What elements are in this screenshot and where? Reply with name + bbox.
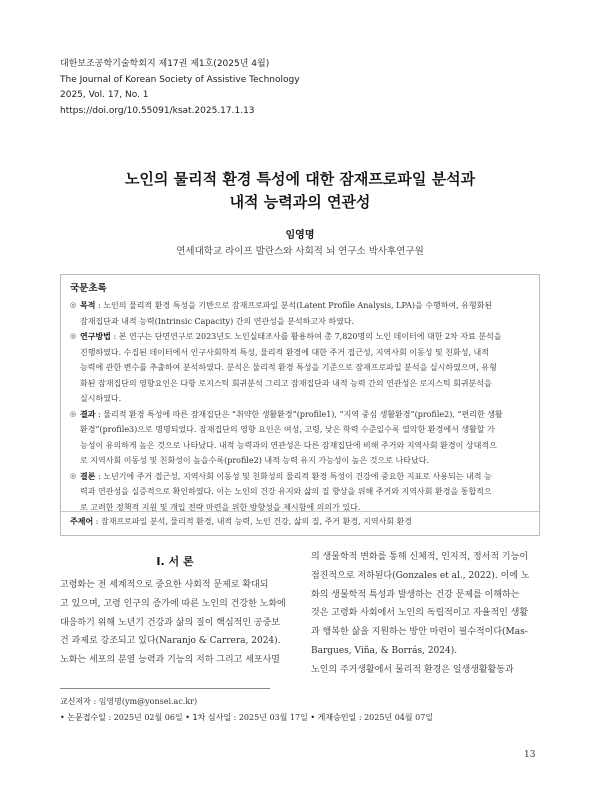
abstract-list bbox=[70, 298, 535, 515]
revised-label: • 1차 심사일 bbox=[185, 713, 232, 722]
journal-volume: 2025, Vol. 17, No. 1 bbox=[60, 90, 149, 100]
body-text-line: Bargues, Viña, & Borrás, 2024). bbox=[311, 645, 458, 656]
abstract-divider bbox=[61, 511, 539, 512]
abstract-item-text: : 노년기에 주거 접근성, 지역사회 이동성 및 친화성의 물리적 환경 특성이 건강에 중요한 지표로 사용되는 내적 능 bbox=[95, 471, 492, 481]
abstract-item-label: 연구방법 bbox=[80, 332, 111, 341]
body-text-line: 점진적으로 저하된다(Gonzales et al., 2022). 이에 노 bbox=[311, 570, 530, 581]
journal-info bbox=[60, 57, 300, 119]
footnote-divider bbox=[60, 688, 270, 689]
page-number: 13 bbox=[524, 750, 536, 760]
accepted-label: • 게재승인일 bbox=[310, 713, 357, 722]
corresponding-author bbox=[60, 694, 433, 710]
accepted-date: : 2025년 04월 07일 bbox=[356, 713, 434, 722]
journal-issue-korean: 대한보조공학기술학회지 제17권 제1호(2025년 4월) bbox=[60, 59, 270, 69]
abstract-item-text: 진행하였다. 수집된 데이터에서 인구사회학적 특성, 물리적 환경에 대한 주거 접근성, 지역사회 이동성 및 친화성, 내적 bbox=[80, 347, 489, 357]
abstract-item-text: 로 지역사회 이동성 및 친화성이 높을수록(profile2) 내적 능력 유지 가능성이 높은 것으로 나타났다. bbox=[80, 456, 429, 465]
abstract-item-label: 결과 bbox=[80, 409, 96, 419]
abstract-item-text: 능력에 관한 변수를 추출하여 분석하였다. 분석은 물리적 환경 특성을 기준으로 잠재프로파일 분석을 실시하였으며, 유형 bbox=[80, 363, 497, 372]
abstract-item bbox=[70, 298, 535, 329]
section-heading-introduction: I. 서 론 bbox=[156, 555, 194, 568]
body-left-column bbox=[60, 544, 290, 670]
paper-title bbox=[0, 168, 600, 214]
paper-title-line-1: 노인의 물리적 환경 특성에 대한 잠재프로파일 분석과 bbox=[124, 170, 476, 188]
abstract-item-text: 능성이 유의하게 높은 것으로 나타났다. 내적 능력과의 연관성은 다른 잠재집단에 비해 주거와 지역사회 환경이 상대적으 bbox=[80, 440, 497, 450]
abstract-item-text: : 물리적 환경 특성에 따른 잠재집단은 “취약한 생활환경”(profile1), “지역 중심 생활환경”(profile2), “편리한 생활 bbox=[95, 409, 503, 419]
body-text-line: 것은 고령화 사회에서 노인의 독립적이고 자율적인 생활 bbox=[311, 608, 529, 619]
abstract-box bbox=[60, 274, 540, 536]
abstract-item-text: 로 고려한 정책적 지원 및 개입 전략 마련을 위한 방향성을 제시함에 의의가 있다. bbox=[80, 502, 361, 512]
body-text-line: 고 있으며, 고령 인구의 증가에 따른 노인의 건강한 노화에 bbox=[60, 598, 286, 609]
abstract-item-label: 결론 bbox=[80, 471, 96, 481]
left-column-text bbox=[60, 576, 290, 670]
right-column-text bbox=[311, 548, 541, 680]
keywords-label: 주제어 bbox=[70, 517, 94, 526]
body-text-line: 노화는 세포의 분열 능력과 기능의 저하 그리고 세포사멸 bbox=[60, 655, 280, 666]
body-text-line: 과 행복한 삶을 지원하는 방안 마련이 필수적이다(Mas- bbox=[311, 627, 528, 638]
corresponding-author-value: : 임영명(ym@yonsei.ac.kr) bbox=[90, 697, 198, 706]
abstract-item-text: 화된 잠재집단의 영향요인은 다항 로지스틱 회귀분석 그리고 잠재집단과 내적 능력 간의 연관성은 로지스틱 회귀분석을 bbox=[80, 378, 492, 388]
abstract-item bbox=[70, 469, 535, 516]
abstract-item-text: 력과 연관성을 실증적으로 확인하였다. 이는 노인의 건강 유지와 삶의 질 향상을 위해 주거와 지역사회 환경을 통합적으 bbox=[80, 487, 492, 496]
abstract-item-text: : 노인의 물리적 환경 특성을 기반으로 잠재프로파일 분석(Latent Profile Analysis, LPA)을 수행하여, 유형화된 bbox=[95, 301, 493, 310]
author-affiliation: 연세대학교 라이프 발란스와 사회적 뇌 연구소 박사후연구원 bbox=[176, 246, 424, 257]
abstract-item bbox=[70, 407, 535, 469]
body-text-line: 의 생물학적 변화를 통해 신체적, 인지적, 정서적 기능이 bbox=[311, 552, 529, 562]
received-date: : 2025년 02월 06일 bbox=[105, 713, 183, 722]
body-text-line: 대응하기 위해 노년기 건강과 삶의 질이 핵심적인 공중보 bbox=[60, 617, 280, 628]
journal-name-english: The Journal of Korean Society of Assistive Technology bbox=[60, 74, 300, 85]
keywords-list: : 잠재프로파일 분석, 물리적 환경, 내적 능력, 노인 건강, 삶의 질, 주거 환경, 지역사회 환경 bbox=[93, 517, 413, 526]
body-text-line: 고령화는 전 세계적으로 중요한 사회적 문제로 확대되 bbox=[60, 580, 269, 590]
bullet-icon: ◎ bbox=[70, 409, 77, 418]
paper-title-line-2: 내적 능력과의 연관성 bbox=[229, 193, 371, 211]
revised-date: : 2025년 03월 17일 bbox=[231, 713, 308, 722]
body-text-line: 건 과제로 강조되고 있다(Naranjo & Carrera, 2024). bbox=[60, 636, 281, 647]
doi-link[interactable]: https://doi.org/10.55091/ksat.2025.17.1.13 bbox=[60, 105, 255, 116]
author-name: 임영명 bbox=[285, 230, 315, 241]
keywords bbox=[70, 516, 412, 527]
abstract-item bbox=[70, 329, 535, 407]
abstract-item-text: 실시하였다. bbox=[80, 394, 122, 403]
abstract-item-text: : 본 연구는 단면연구로 2023년도 노인실태조사를 활용하여 총 7,820명의 노인 데이터에 대한 2차 자료 분석을 bbox=[110, 332, 502, 341]
abstract-item-label: 목적 bbox=[80, 301, 96, 310]
bullet-icon: ◎ bbox=[70, 471, 77, 480]
bullet-icon: ◎ bbox=[70, 301, 77, 309]
bullet-icon: ◎ bbox=[70, 332, 77, 340]
body-right-column bbox=[311, 548, 541, 680]
footnotes bbox=[60, 694, 433, 726]
body-text-line: 노인의 주거생활에서 물리적 환경은 일생생활활동과 bbox=[311, 664, 514, 675]
body-text-line: 화의 생물학적 특성과 발생하는 건강 문제를 이해하는 bbox=[311, 589, 520, 600]
abstract-item-text: 환경”(profile3)으로 명명되었다. 잠재집단의 영향 요인은 여성, 고령, 낮은 학력 수준일수록 열악한 환경에서 생활할 가 bbox=[80, 425, 495, 434]
corresponding-author-label: 교신저자 bbox=[60, 697, 91, 706]
abstract-item-text: 잠재집단과 내적 능력(Intrinsic Capacity) 간의 연관성을 분석하고자 하였다. bbox=[80, 316, 355, 326]
abstract-heading: 국문초록 bbox=[70, 283, 107, 294]
received-label: • 논문접수일 bbox=[60, 713, 106, 722]
submission-dates bbox=[60, 710, 433, 726]
